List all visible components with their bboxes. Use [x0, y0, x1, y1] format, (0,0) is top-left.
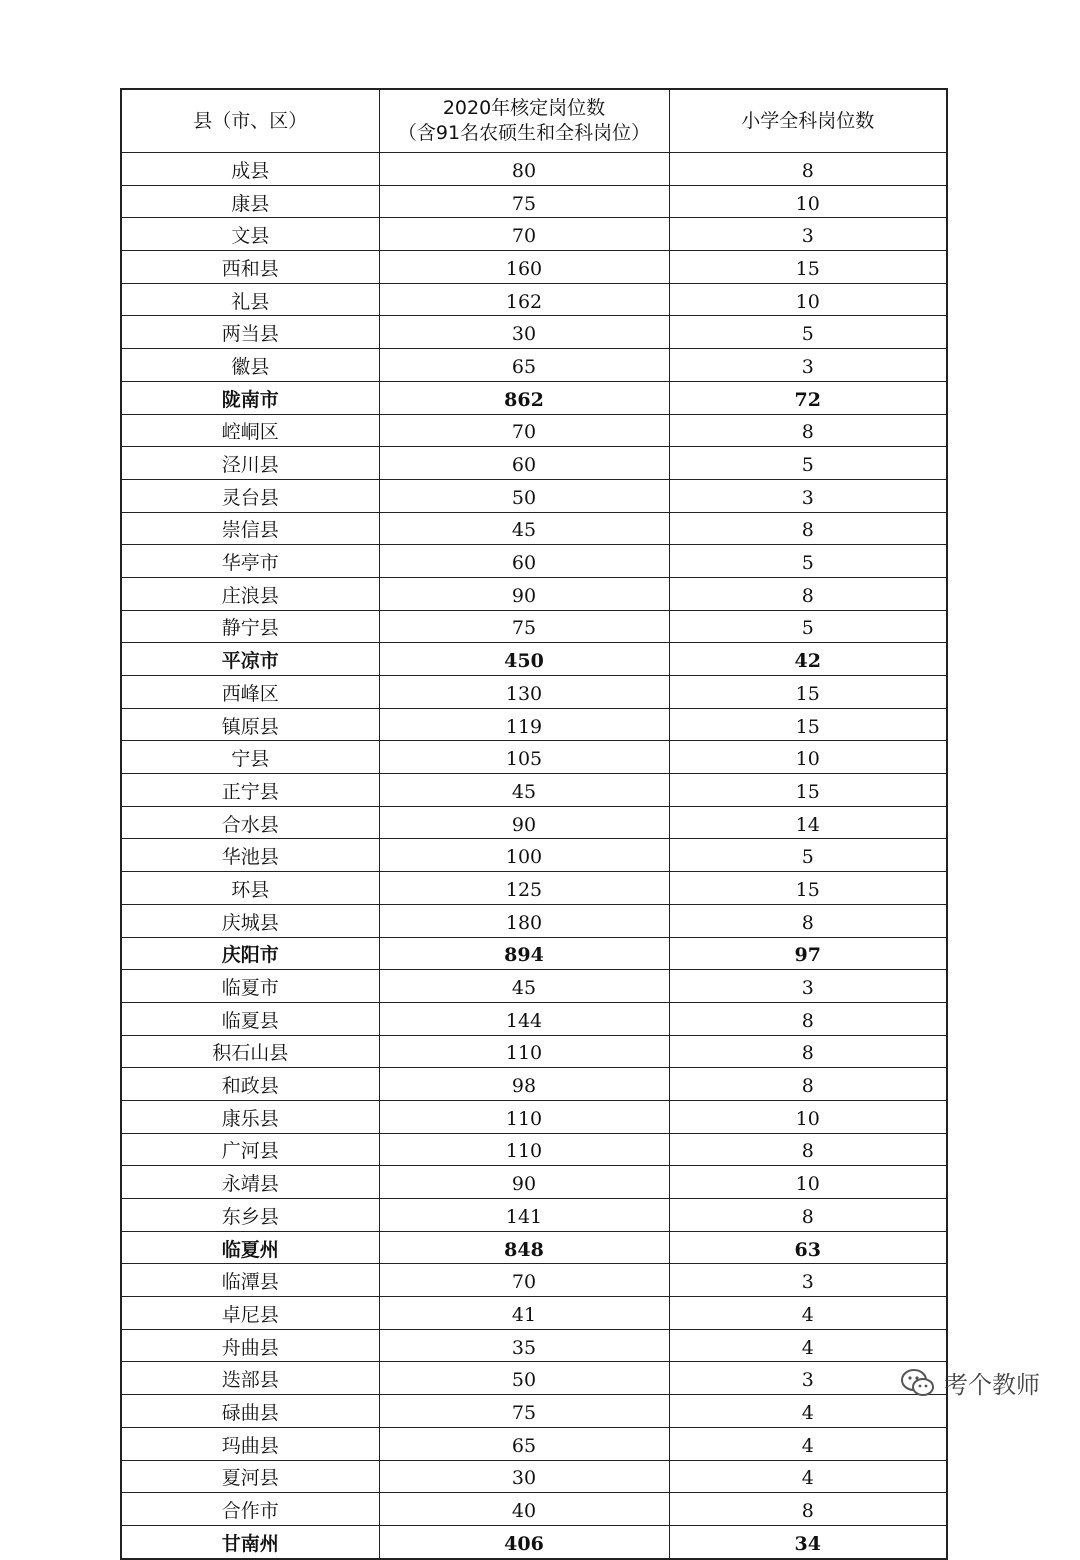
- table-row: [121, 970, 947, 1003]
- cell-total: 105: [379, 741, 669, 774]
- cell-county: 临潭县: [121, 1264, 379, 1297]
- cell-primary: 8: [669, 1133, 947, 1166]
- cell-primary: 3: [669, 1362, 947, 1395]
- cell-total: 90: [379, 1166, 669, 1199]
- cell-primary: 15: [669, 872, 947, 905]
- cell-county: 临夏市: [121, 970, 379, 1003]
- cell-county: 玛曲县: [121, 1427, 379, 1460]
- cell-primary: 5: [669, 447, 947, 480]
- cell-primary: 5: [669, 316, 947, 349]
- cell-county: 迭部县: [121, 1362, 379, 1395]
- table-row: [121, 545, 947, 578]
- cell-county: 两当县: [121, 316, 379, 349]
- cell-county: 康县: [121, 185, 379, 218]
- cell-primary: 3: [669, 970, 947, 1003]
- cell-county: 广河县: [121, 1133, 379, 1166]
- cell-county: 舟曲县: [121, 1329, 379, 1362]
- table-row: [121, 1166, 947, 1199]
- cell-county: 镇原县: [121, 708, 379, 741]
- cell-county: 积石山县: [121, 1035, 379, 1068]
- cell-total: 65: [379, 349, 669, 382]
- table-row: [121, 1395, 947, 1428]
- cell-county: 灵台县: [121, 479, 379, 512]
- cell-total: 40: [379, 1493, 669, 1526]
- cell-total: 119: [379, 708, 669, 741]
- cell-county: 临夏县: [121, 1002, 379, 1035]
- cell-county: 宁县: [121, 741, 379, 774]
- cell-total: 848: [379, 1231, 669, 1264]
- cell-county: 环县: [121, 872, 379, 905]
- cell-primary: 15: [669, 251, 947, 284]
- table-row: [121, 1525, 947, 1558]
- cell-primary: 8: [669, 414, 947, 447]
- cell-total: 90: [379, 806, 669, 839]
- cell-county: 崇信县: [121, 512, 379, 545]
- table-row: [121, 316, 947, 349]
- table-row: [121, 1362, 947, 1395]
- header-approved-line2: （含91名农硕生和全科岗位）: [397, 122, 651, 144]
- cell-total: 98: [379, 1068, 669, 1101]
- cell-total: 180: [379, 904, 669, 937]
- cell-county: 礼县: [121, 283, 379, 316]
- cell-county: 庆城县: [121, 904, 379, 937]
- wechat-icon: [900, 1368, 936, 1398]
- table-row: [121, 1460, 947, 1493]
- cell-total: 45: [379, 774, 669, 807]
- table-row: [121, 904, 947, 937]
- table-row: [121, 1329, 947, 1362]
- cell-total: 130: [379, 676, 669, 709]
- cell-county: 合作市: [121, 1493, 379, 1526]
- cell-total: 862: [379, 381, 669, 414]
- cell-primary: 4: [669, 1427, 947, 1460]
- cell-county: 碌曲县: [121, 1395, 379, 1428]
- cell-total: 894: [379, 937, 669, 970]
- cell-primary: 10: [669, 741, 947, 774]
- table-row: [121, 708, 947, 741]
- cell-primary: 3: [669, 349, 947, 382]
- table-row: [121, 774, 947, 807]
- table-row: [121, 1231, 947, 1264]
- positions-table: [120, 88, 948, 1560]
- cell-total: 100: [379, 839, 669, 872]
- cell-primary: 10: [669, 185, 947, 218]
- cell-primary: 4: [669, 1297, 947, 1330]
- cell-total: 75: [379, 610, 669, 643]
- cell-primary: 3: [669, 218, 947, 251]
- cell-total: 45: [379, 512, 669, 545]
- watermark: [900, 1365, 1040, 1400]
- table-row: [121, 1493, 947, 1526]
- cell-county: 庄浪县: [121, 577, 379, 610]
- cell-county: 和政县: [121, 1068, 379, 1101]
- cell-county: 卓尼县: [121, 1297, 379, 1330]
- table-row: [121, 1002, 947, 1035]
- cell-primary: 42: [669, 643, 947, 676]
- cell-total: 80: [379, 153, 669, 186]
- table-row: [121, 1035, 947, 1068]
- table-row: [121, 1100, 947, 1133]
- cell-county: 泾川县: [121, 447, 379, 480]
- cell-primary: 8: [669, 1068, 947, 1101]
- cell-primary: 5: [669, 610, 947, 643]
- cell-county: 徽县: [121, 349, 379, 382]
- cell-total: 65: [379, 1427, 669, 1460]
- cell-primary: 10: [669, 283, 947, 316]
- table-row: [121, 1427, 947, 1460]
- table-row: [121, 185, 947, 218]
- table-row: [121, 1199, 947, 1232]
- header-primary-general: 小学全科岗位数: [669, 89, 947, 153]
- cell-county: 平凉市: [121, 643, 379, 676]
- cell-total: 60: [379, 545, 669, 578]
- cell-total: 110: [379, 1035, 669, 1068]
- cell-county: 夏河县: [121, 1460, 379, 1493]
- table-row: [121, 381, 947, 414]
- cell-total: 141: [379, 1199, 669, 1232]
- cell-county: 西峰区: [121, 676, 379, 709]
- cell-primary: 63: [669, 1231, 947, 1264]
- table-row: [121, 251, 947, 284]
- table-row: [121, 1264, 947, 1297]
- cell-primary: 4: [669, 1329, 947, 1362]
- cell-total: 450: [379, 643, 669, 676]
- cell-primary: 8: [669, 153, 947, 186]
- table-row: [121, 937, 947, 970]
- table-row: [121, 349, 947, 382]
- header-county: 县（市、区）: [121, 89, 379, 153]
- cell-county: 文县: [121, 218, 379, 251]
- cell-primary: 8: [669, 1199, 947, 1232]
- cell-total: 144: [379, 1002, 669, 1035]
- cell-county: 合水县: [121, 806, 379, 839]
- cell-county: 静宁县: [121, 610, 379, 643]
- table-row: [121, 872, 947, 905]
- cell-county: 永靖县: [121, 1166, 379, 1199]
- header-approved-line1: 2020年核定岗位数: [442, 97, 606, 119]
- cell-total: 70: [379, 1264, 669, 1297]
- cell-primary: 5: [669, 545, 947, 578]
- cell-primary: 34: [669, 1525, 947, 1558]
- cell-county: 华池县: [121, 839, 379, 872]
- cell-total: 110: [379, 1100, 669, 1133]
- cell-county: 陇南市: [121, 381, 379, 414]
- cell-total: 60: [379, 447, 669, 480]
- cell-primary: 8: [669, 577, 947, 610]
- table-row: [121, 610, 947, 643]
- cell-total: 75: [379, 185, 669, 218]
- table-row: [121, 577, 947, 610]
- table-header-row: [121, 89, 947, 153]
- watermark-text: 考个教师: [944, 1371, 1040, 1399]
- table-row: [121, 283, 947, 316]
- cell-total: 406: [379, 1525, 669, 1558]
- cell-county: 成县: [121, 153, 379, 186]
- cell-county: 东乡县: [121, 1199, 379, 1232]
- cell-primary: 8: [669, 1035, 947, 1068]
- table-row: [121, 1068, 947, 1101]
- cell-total: 160: [379, 251, 669, 284]
- cell-primary: 8: [669, 512, 947, 545]
- cell-primary: 4: [669, 1395, 947, 1428]
- cell-county: 正宁县: [121, 774, 379, 807]
- table-row: [121, 1133, 947, 1166]
- cell-primary: 4: [669, 1460, 947, 1493]
- table-row: [121, 643, 947, 676]
- cell-total: 30: [379, 316, 669, 349]
- cell-primary: 97: [669, 937, 947, 970]
- table-body: [121, 153, 947, 1559]
- cell-primary: 5: [669, 839, 947, 872]
- cell-total: 70: [379, 218, 669, 251]
- cell-total: 125: [379, 872, 669, 905]
- cell-primary: 10: [669, 1100, 947, 1133]
- table-row: [121, 414, 947, 447]
- cell-primary: 3: [669, 1264, 947, 1297]
- header-approved-positions: [379, 89, 669, 153]
- table-row: [121, 676, 947, 709]
- cell-primary: 8: [669, 1002, 947, 1035]
- cell-primary: 10: [669, 1166, 947, 1199]
- document-sheet: [120, 88, 946, 1560]
- cell-primary: 8: [669, 1493, 947, 1526]
- table-row: [121, 741, 947, 774]
- cell-county: 甘南州: [121, 1525, 379, 1558]
- cell-county: 华亭市: [121, 545, 379, 578]
- cell-total: 41: [379, 1297, 669, 1330]
- cell-county: 崆峒区: [121, 414, 379, 447]
- cell-total: 70: [379, 414, 669, 447]
- cell-primary: 3: [669, 479, 947, 512]
- table-row: [121, 512, 947, 545]
- cell-primary: 72: [669, 381, 947, 414]
- table-row: [121, 153, 947, 186]
- table-row: [121, 806, 947, 839]
- cell-total: 50: [379, 479, 669, 512]
- table-row: [121, 839, 947, 872]
- table-row: [121, 1297, 947, 1330]
- cell-county: 西和县: [121, 251, 379, 284]
- cell-total: 45: [379, 970, 669, 1003]
- cell-county: 庆阳市: [121, 937, 379, 970]
- table-row: [121, 447, 947, 480]
- cell-primary: 15: [669, 774, 947, 807]
- cell-primary: 15: [669, 708, 947, 741]
- table-row: [121, 218, 947, 251]
- cell-county: 临夏州: [121, 1231, 379, 1264]
- cell-total: 50: [379, 1362, 669, 1395]
- cell-total: 30: [379, 1460, 669, 1493]
- cell-primary: 15: [669, 676, 947, 709]
- table-row: [121, 479, 947, 512]
- cell-total: 110: [379, 1133, 669, 1166]
- cell-total: 75: [379, 1395, 669, 1428]
- cell-primary: 14: [669, 806, 947, 839]
- cell-county: 康乐县: [121, 1100, 379, 1133]
- cell-primary: 8: [669, 904, 947, 937]
- cell-total: 90: [379, 577, 669, 610]
- cell-total: 35: [379, 1329, 669, 1362]
- cell-total: 162: [379, 283, 669, 316]
